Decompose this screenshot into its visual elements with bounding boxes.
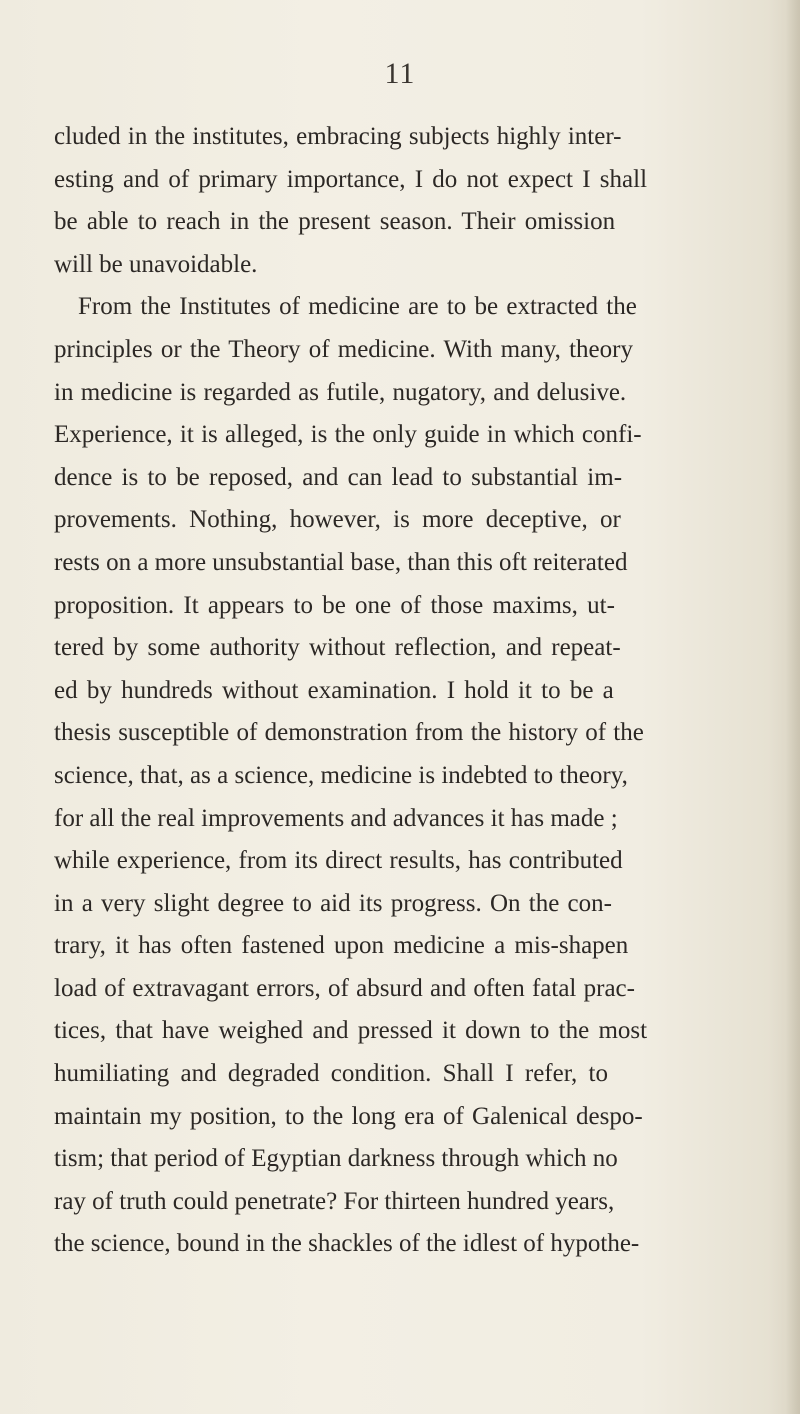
text-line: tism; that period of Egyptian darkness through which no xyxy=(54,1145,618,1173)
text-line: From the Institutes of medicine are to be extracted the xyxy=(78,293,637,321)
text-line: dence is to be reposed, and can lead to substantial im- xyxy=(54,463,623,491)
text-line: provements. Nothing, however, is more deceptive, or xyxy=(54,506,621,534)
text-line: in medicine is regarded as futile, nugatory, and delusive. xyxy=(54,378,627,406)
text-line: rests on a more unsubstantial base, than this oft reiterated xyxy=(54,548,628,576)
text-line: esting and of primary importance, I do not expect I shall xyxy=(54,165,648,193)
text-line: while experience, from its direct results, has contributed xyxy=(54,847,623,875)
text-line: tered by some authority without reflection, and repeat- xyxy=(54,634,621,662)
text-line: thesis susceptible of demonstration from the history of the xyxy=(54,719,644,747)
text-line: humiliating and degraded condition. Shall I refer, to xyxy=(54,1060,608,1088)
text-line: science, that, as a science, medicine is indebted to theory, xyxy=(54,761,628,789)
text-line: ed by hundreds without examination. I hold it to be a xyxy=(54,676,614,704)
text-line: trary, it has often fastened upon medicine a mis-shapen xyxy=(54,932,629,960)
text-line: cluded in the institutes, embracing subjects highly inter- xyxy=(54,123,622,150)
text-line: tices, that have weighed and pressed it down to the most xyxy=(54,1017,648,1045)
text-line: for all the real improvements and advances it has made ; xyxy=(54,804,618,832)
body-text xyxy=(54,116,794,1266)
text-line: proposition. It appears to be one of those maxims, ut- xyxy=(54,591,615,619)
text-line: be able to reach in the present season. Their omission xyxy=(54,208,616,236)
text-line: Experience, it is alleged, is the only guide in which confi- xyxy=(54,421,642,449)
text-line: will be unavoidable. xyxy=(54,250,258,278)
text-line: principles or the Theory of medicine. With many, theory xyxy=(54,335,633,363)
text-line: the science, bound in the shackles of the idlest of hypothe- xyxy=(54,1230,640,1258)
text-line: maintain my position, to the long era of Galenical despo- xyxy=(54,1102,643,1130)
text-line: load of extravagant errors, of absurd and often fatal prac- xyxy=(54,974,635,1002)
text-line: in a very slight degree to aid its progress. On the con- xyxy=(54,889,612,917)
text-line: ray of truth could penetrate? For thirteen hundred years, xyxy=(54,1187,615,1215)
page-number: 11 xyxy=(384,57,416,90)
